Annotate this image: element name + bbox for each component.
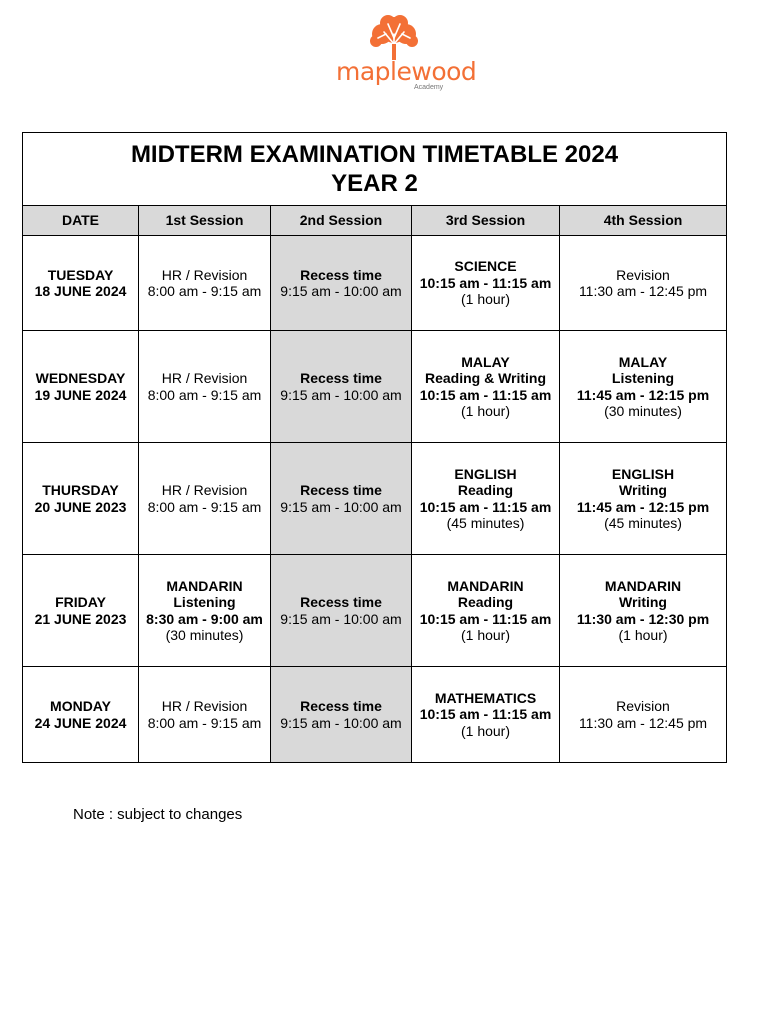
day: TUESDAY	[47, 266, 114, 283]
session-time: 11:30 am - 12:30 pm	[576, 610, 710, 627]
date: 21 JUNE 2023	[34, 610, 127, 627]
session-time: 11:45 am - 12:15 pm	[576, 386, 710, 403]
session-1-cell	[139, 667, 271, 763]
session-3-cell	[412, 331, 560, 443]
subject: MANDARIN	[447, 577, 524, 594]
duration: (45 minutes)	[604, 515, 682, 531]
session-time: 8:00 am - 9:15 am	[147, 386, 262, 403]
duration: (1 hour)	[618, 627, 668, 643]
subject: MANDARIN	[604, 577, 682, 594]
session-time: 9:15 am - 10:00 am	[280, 498, 402, 515]
date-cell	[23, 667, 139, 763]
timetable-title	[23, 133, 727, 206]
note-text: Note : subject to changes	[73, 806, 243, 823]
table-row	[23, 236, 727, 331]
session-2-cell	[271, 443, 412, 555]
session-text: Recess time	[300, 266, 382, 283]
session-time: 10:15 am - 11:15 am	[419, 274, 552, 291]
session-2-cell	[271, 555, 412, 667]
session-time: 10:15 am - 11:15 am	[419, 386, 552, 403]
title-line-1: MIDTERM EXAMINATION TIMETABLE 2024	[130, 141, 619, 168]
duration: (1 hour)	[460, 722, 511, 739]
session-text: Recess time	[300, 594, 382, 610]
subject: ENGLISH	[454, 465, 517, 482]
duration: (1 hour)	[460, 627, 511, 643]
session-4-cell	[560, 236, 727, 331]
header-session-4: 4th Session	[560, 206, 727, 236]
session-time: 9:15 am - 10:00 am	[280, 283, 402, 299]
date: 18 JUNE 2024	[34, 283, 127, 299]
duration: (30 minutes)	[165, 627, 244, 643]
logo-subtitle: Academy	[414, 84, 444, 91]
date-cell	[23, 443, 139, 555]
session-text: Recess time	[300, 370, 382, 386]
session-time: 8:00 am - 9:15 am	[147, 283, 262, 299]
header-date: DATE	[23, 206, 139, 236]
date-cell	[23, 555, 139, 667]
session-text: Revision	[616, 698, 670, 714]
duration: (1 hour)	[460, 403, 511, 419]
session-text: HR / Revision	[161, 370, 248, 386]
session-3-cell	[412, 667, 560, 763]
header-row	[23, 206, 727, 236]
tree-icon	[336, 14, 452, 62]
session-4-cell	[560, 331, 727, 443]
subject: ENGLISH	[611, 465, 675, 482]
subject: MATHEMATICS	[434, 689, 537, 706]
session-2-cell	[271, 667, 412, 763]
day: FRIDAY	[55, 594, 106, 610]
title-line-2: YEAR 2	[331, 170, 418, 197]
session-4-cell	[560, 667, 727, 763]
session-time: 9:15 am - 10:00 am	[280, 714, 402, 731]
session-text: Revision	[616, 266, 670, 283]
session-3-cell	[412, 236, 560, 331]
logo-wordmark: maplewood	[336, 57, 477, 86]
date: 24 JUNE 2024	[34, 714, 127, 731]
session-time: 10:15 am - 11:15 am	[419, 610, 552, 627]
session-time: 10:15 am - 11:15 am	[419, 498, 552, 515]
session-4-cell	[560, 555, 727, 667]
session-text: HR / Revision	[161, 482, 248, 498]
session-text: Recess time	[300, 698, 382, 714]
header-session-3: 3rd Session	[412, 206, 560, 236]
session-2-cell	[271, 236, 412, 331]
session-text: HR / Revision	[161, 266, 248, 283]
duration: (30 minutes)	[604, 403, 682, 419]
paper: Listening	[611, 370, 675, 386]
session-1-cell	[139, 443, 271, 555]
session-1-cell	[139, 555, 271, 667]
subject: MALAY	[461, 353, 510, 370]
maplewood-logo	[336, 14, 477, 98]
paper: Reading & Writing	[424, 370, 547, 386]
session-2-cell	[271, 331, 412, 443]
subject: MANDARIN	[166, 577, 243, 594]
session-time: 8:00 am - 9:15 am	[147, 498, 262, 515]
session-time: 8:30 am - 9:00 am	[146, 610, 263, 627]
session-time: 11:45 am - 12:15 pm	[576, 498, 710, 515]
timetable	[22, 132, 727, 763]
date-cell	[23, 236, 139, 331]
table-row	[23, 667, 727, 763]
session-text: Recess time	[300, 482, 382, 498]
paper: Reading	[457, 594, 514, 610]
session-1-cell	[139, 236, 271, 331]
day: THURSDAY	[42, 482, 119, 498]
duration: (45 minutes)	[446, 515, 525, 531]
header-session-2: 2nd Session	[271, 206, 412, 236]
session-time: 8:00 am - 9:15 am	[147, 714, 262, 731]
session-3-cell	[412, 443, 560, 555]
session-time: 11:30 am - 12:45 pm	[578, 714, 708, 731]
session-time: 11:30 am - 12:45 pm	[578, 283, 708, 299]
day: WEDNESDAY	[35, 370, 126, 386]
session-1-cell	[139, 331, 271, 443]
header-session-1: 1st Session	[139, 206, 271, 236]
subject: SCIENCE	[454, 258, 517, 275]
session-text: HR / Revision	[161, 698, 248, 714]
table-row	[23, 331, 727, 443]
session-4-cell	[560, 443, 727, 555]
table-row	[23, 555, 727, 667]
table-row	[23, 443, 727, 555]
session-3-cell	[412, 555, 560, 667]
paper: Writing	[619, 482, 667, 498]
session-time: 9:15 am - 10:00 am	[280, 610, 402, 627]
date: 19 JUNE 2024	[34, 386, 127, 403]
session-time: 9:15 am - 10:00 am	[280, 386, 402, 403]
duration: (1 hour)	[460, 291, 511, 308]
day: MONDAY	[50, 698, 111, 714]
paper: Writing	[619, 594, 667, 610]
date: 20 JUNE 2023	[34, 498, 127, 515]
subject: MALAY	[618, 353, 668, 370]
session-time: 10:15 am - 11:15 am	[419, 706, 552, 723]
paper: Listening	[173, 594, 236, 610]
date-cell	[23, 331, 139, 443]
paper: Reading	[457, 482, 514, 498]
